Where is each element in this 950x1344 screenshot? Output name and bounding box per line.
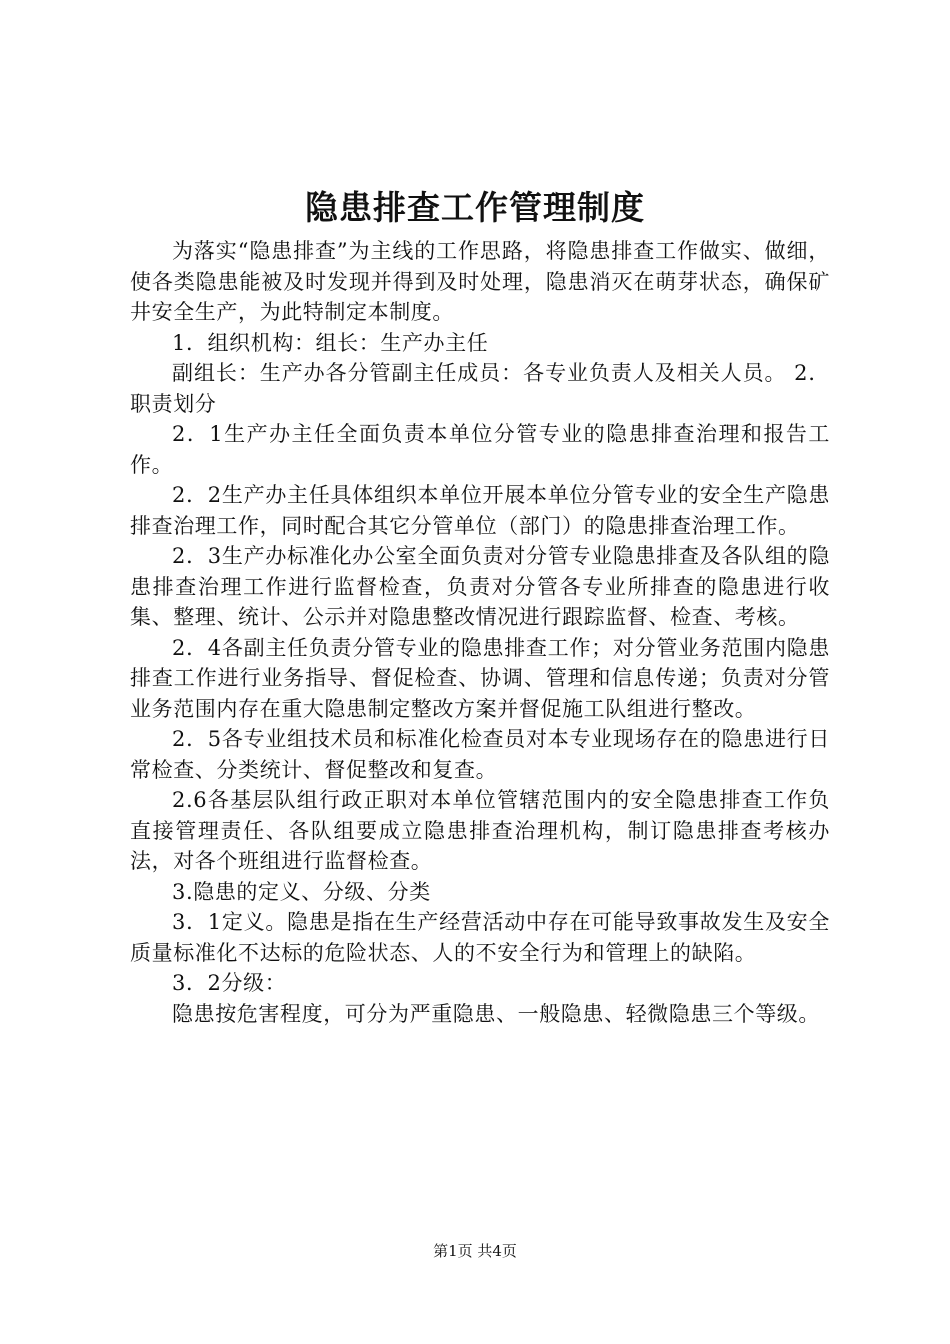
paragraph-deputy-leader: 副组长：生产办各分管副主任成员：各专业负责人及相关人员。 2．职责划分 <box>130 361 830 416</box>
paragraph-grading-3-2: 3．2分级： <box>172 971 287 995</box>
paragraph-duty-2-5: 2．5各专业组技术员和标准化检查员对本专业现场存在的隐患进行日常检查、分类统计、督促整改和复查。 <box>130 727 830 782</box>
paragraph-duty-2-2: 2．2生产办主任具体组织本单位开展本单位分管专业的安全生产隐患排查治理工作，同时配合其它分管单位（部门）的隐患排查治理工作。 <box>130 483 830 538</box>
paragraph-section-3: 3.隐患的定义、分级、分类 <box>172 879 431 904</box>
paragraph-duty-2-3: 2．3生产办标准化办公室全面负责对分管专业隐患排查及各队组的隐患排查治理工作进行监督检查，负责对分管各专业所排查的隐患进行收集、整理、统计、公示并对隐患整改情况进行跟踪监督、检查、考核。 <box>130 544 830 629</box>
paragraph-duty-2-1: 2．1生产办主任全面负责本单位分管专业的隐患排查治理和报告工作。 <box>130 422 830 477</box>
paragraph-grading-levels: 隐患按危害程度，可分为严重隐患、一般隐患、轻微隐患三个等级。 <box>172 1001 820 1026</box>
paragraph-duty-2-6: 2.6各基层队组行政正职对本单位管辖范围内的安全隐患排查工作负直接管理责任、各队组要成立隐患排查治理机构，制订隐患排查考核办法，对各个班组进行监督检查。 <box>130 788 830 873</box>
paragraph-organization: 1．组织机构：组长：生产办主任 <box>172 330 489 355</box>
paragraph-intro: 为落实“隐患排查”为主线的工作思路，将隐患排查工作做实、做细，使各类隐患能被及时发现并得到及时处理，隐患消灭在萌芽状态，确保矿井安全生产，为此特制定本制度。 <box>130 239 830 324</box>
page-indicator: 第1页 共4页 <box>433 1242 517 1260</box>
paragraph-definition-3-1: 3．1定义。隐患是指在生产经营活动中存在可能导致事故发生及安全质量标准化不达标的危险状态、人的不安全行为和管理上的缺陷。 <box>130 910 830 965</box>
document-title: 隐患排查工作管理制度 <box>305 188 645 227</box>
paragraph-duty-2-4: 2．4各副主任负责分管专业的隐患排查工作；对分管业务范围内隐患排查工作进行业务指导、督促检查、协调、管理和信息传递；负责对分管业务范围内存在重大隐患制定整改方案并督促施工队组进行整改。 <box>130 635 830 721</box>
document-body <box>130 236 830 1029</box>
